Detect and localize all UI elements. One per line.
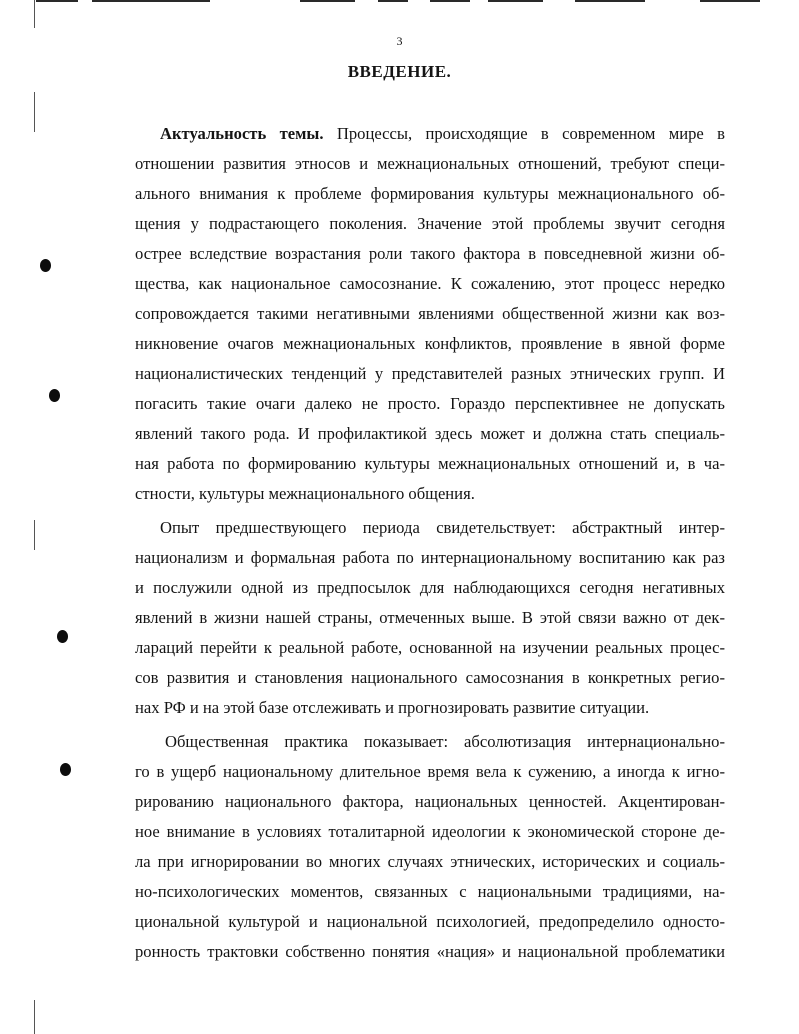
scan-artifact-left-rule <box>34 520 35 550</box>
scan-artifact-top-dash <box>36 0 78 2</box>
scan-artifact-left-rule <box>34 0 35 28</box>
paragraph-line: рированию национального фактора, национальных ценностей. Акцентирован- <box>135 792 725 811</box>
scan-artifact-top-dash <box>92 0 210 2</box>
text-span: Процессы, происходящие в современном мире в <box>336 124 725 143</box>
punch-hole-mark <box>60 763 71 776</box>
paragraph-line: го в ущерб национальному длительное время вела к сужению, а иногда к игно- <box>135 762 725 781</box>
paragraph-line: острее вследствие возрастания роли такого фактора в повседневной жизни об- <box>135 244 725 263</box>
scan-artifact-left-rule <box>34 1000 35 1034</box>
paragraph-line <box>160 123 725 145</box>
paragraph-line: щества, как национальное самосознание. К сожалению, этот процесс нередко <box>135 274 725 293</box>
scan-artifact-top-dash <box>378 0 408 2</box>
section-heading: ВВЕДЕНИЕ. <box>347 62 452 81</box>
paragraph-line: и послужили одной из предпосылок для наблюдающихся сегодня негативных <box>135 578 725 597</box>
paragraph-line: ное внимание в условиях тоталитарной идеологии к экономической стороне де- <box>135 822 725 841</box>
punch-hole-mark <box>57 630 68 643</box>
paragraph-line: сов развития и становления национального самосознания в конкретных регио- <box>135 668 725 687</box>
paragraph-line: националистических тенденций у представителей разных этнических групп. И <box>135 364 725 383</box>
page-number: 3 <box>396 34 403 48</box>
paragraph-line: никновение очагов межнациональных конфликтов, проявление в явной форме <box>135 334 725 353</box>
paragraph-line: ла при игнорировании во многих случаях этнических, исторических и социаль- <box>135 852 725 871</box>
paragraph-line: щения у подрастающего поколения. Значение этой проблемы звучит сегодня <box>135 214 725 233</box>
paragraph-line: национализм и формальная работа по интернациональному воспитанию как раз <box>135 548 725 567</box>
paragraph-line: нах РФ и на этой базе отслеживать и прогнозировать развитие ситуации. <box>135 698 650 717</box>
paragraph-line: лараций перейти к реальной работе, основанной на изучении реальных процес- <box>135 638 725 657</box>
paragraph-line: ная работа по формированию культуры межнациональных отношений и, в ча- <box>135 454 725 473</box>
scan-artifact-top-dash <box>430 0 470 2</box>
punch-hole-mark <box>40 259 51 272</box>
paragraph-line: но-психологических моментов, связанных с национальными традициями, на- <box>135 882 725 901</box>
paragraph-line: отношении развития этносов и межнациональных отношений, требуют специ- <box>135 154 725 173</box>
scan-artifact-top-dash <box>700 0 760 2</box>
paragraph-line: ального внимания к проблеме формирования культуры межнационального об- <box>135 184 725 203</box>
paragraph-line: Опыт предшествующего периода свидетельствует: абстрактный интер- <box>160 518 725 537</box>
lead-phrase: Актуальность темы. <box>160 124 324 143</box>
paragraph-line: стности, культуры межнационального общения. <box>135 484 475 503</box>
paragraph-line: погасить такие очаги далеко не просто. Гораздо перспективнее не допускать <box>135 394 725 413</box>
paragraph-line: явлений в жизни нашей страны, отмеченных выше. В этой связи важно от дек- <box>135 608 725 627</box>
scan-artifact-top-dash <box>575 0 645 2</box>
paragraph-line: ронность трактовки собственно понятия «нация» и национальной проблематики <box>135 942 725 961</box>
paragraph-line: сопровождается такими негативными явлениями общественной жизни как воз- <box>135 304 725 323</box>
scan-artifact-top-dash <box>300 0 355 2</box>
paragraph-line: явлений такого рода. И профилактикой здесь может и должна стать специаль- <box>135 424 725 443</box>
scan-artifact-top-dash <box>488 0 543 2</box>
punch-hole-mark <box>49 389 60 402</box>
paragraph-line: Общественная практика показывает: абсолютизация интернационально- <box>165 732 725 751</box>
scan-artifact-left-rule <box>34 92 35 132</box>
paragraph-line: циональной культурой и национальной психологией, предопределило односто- <box>135 912 725 931</box>
